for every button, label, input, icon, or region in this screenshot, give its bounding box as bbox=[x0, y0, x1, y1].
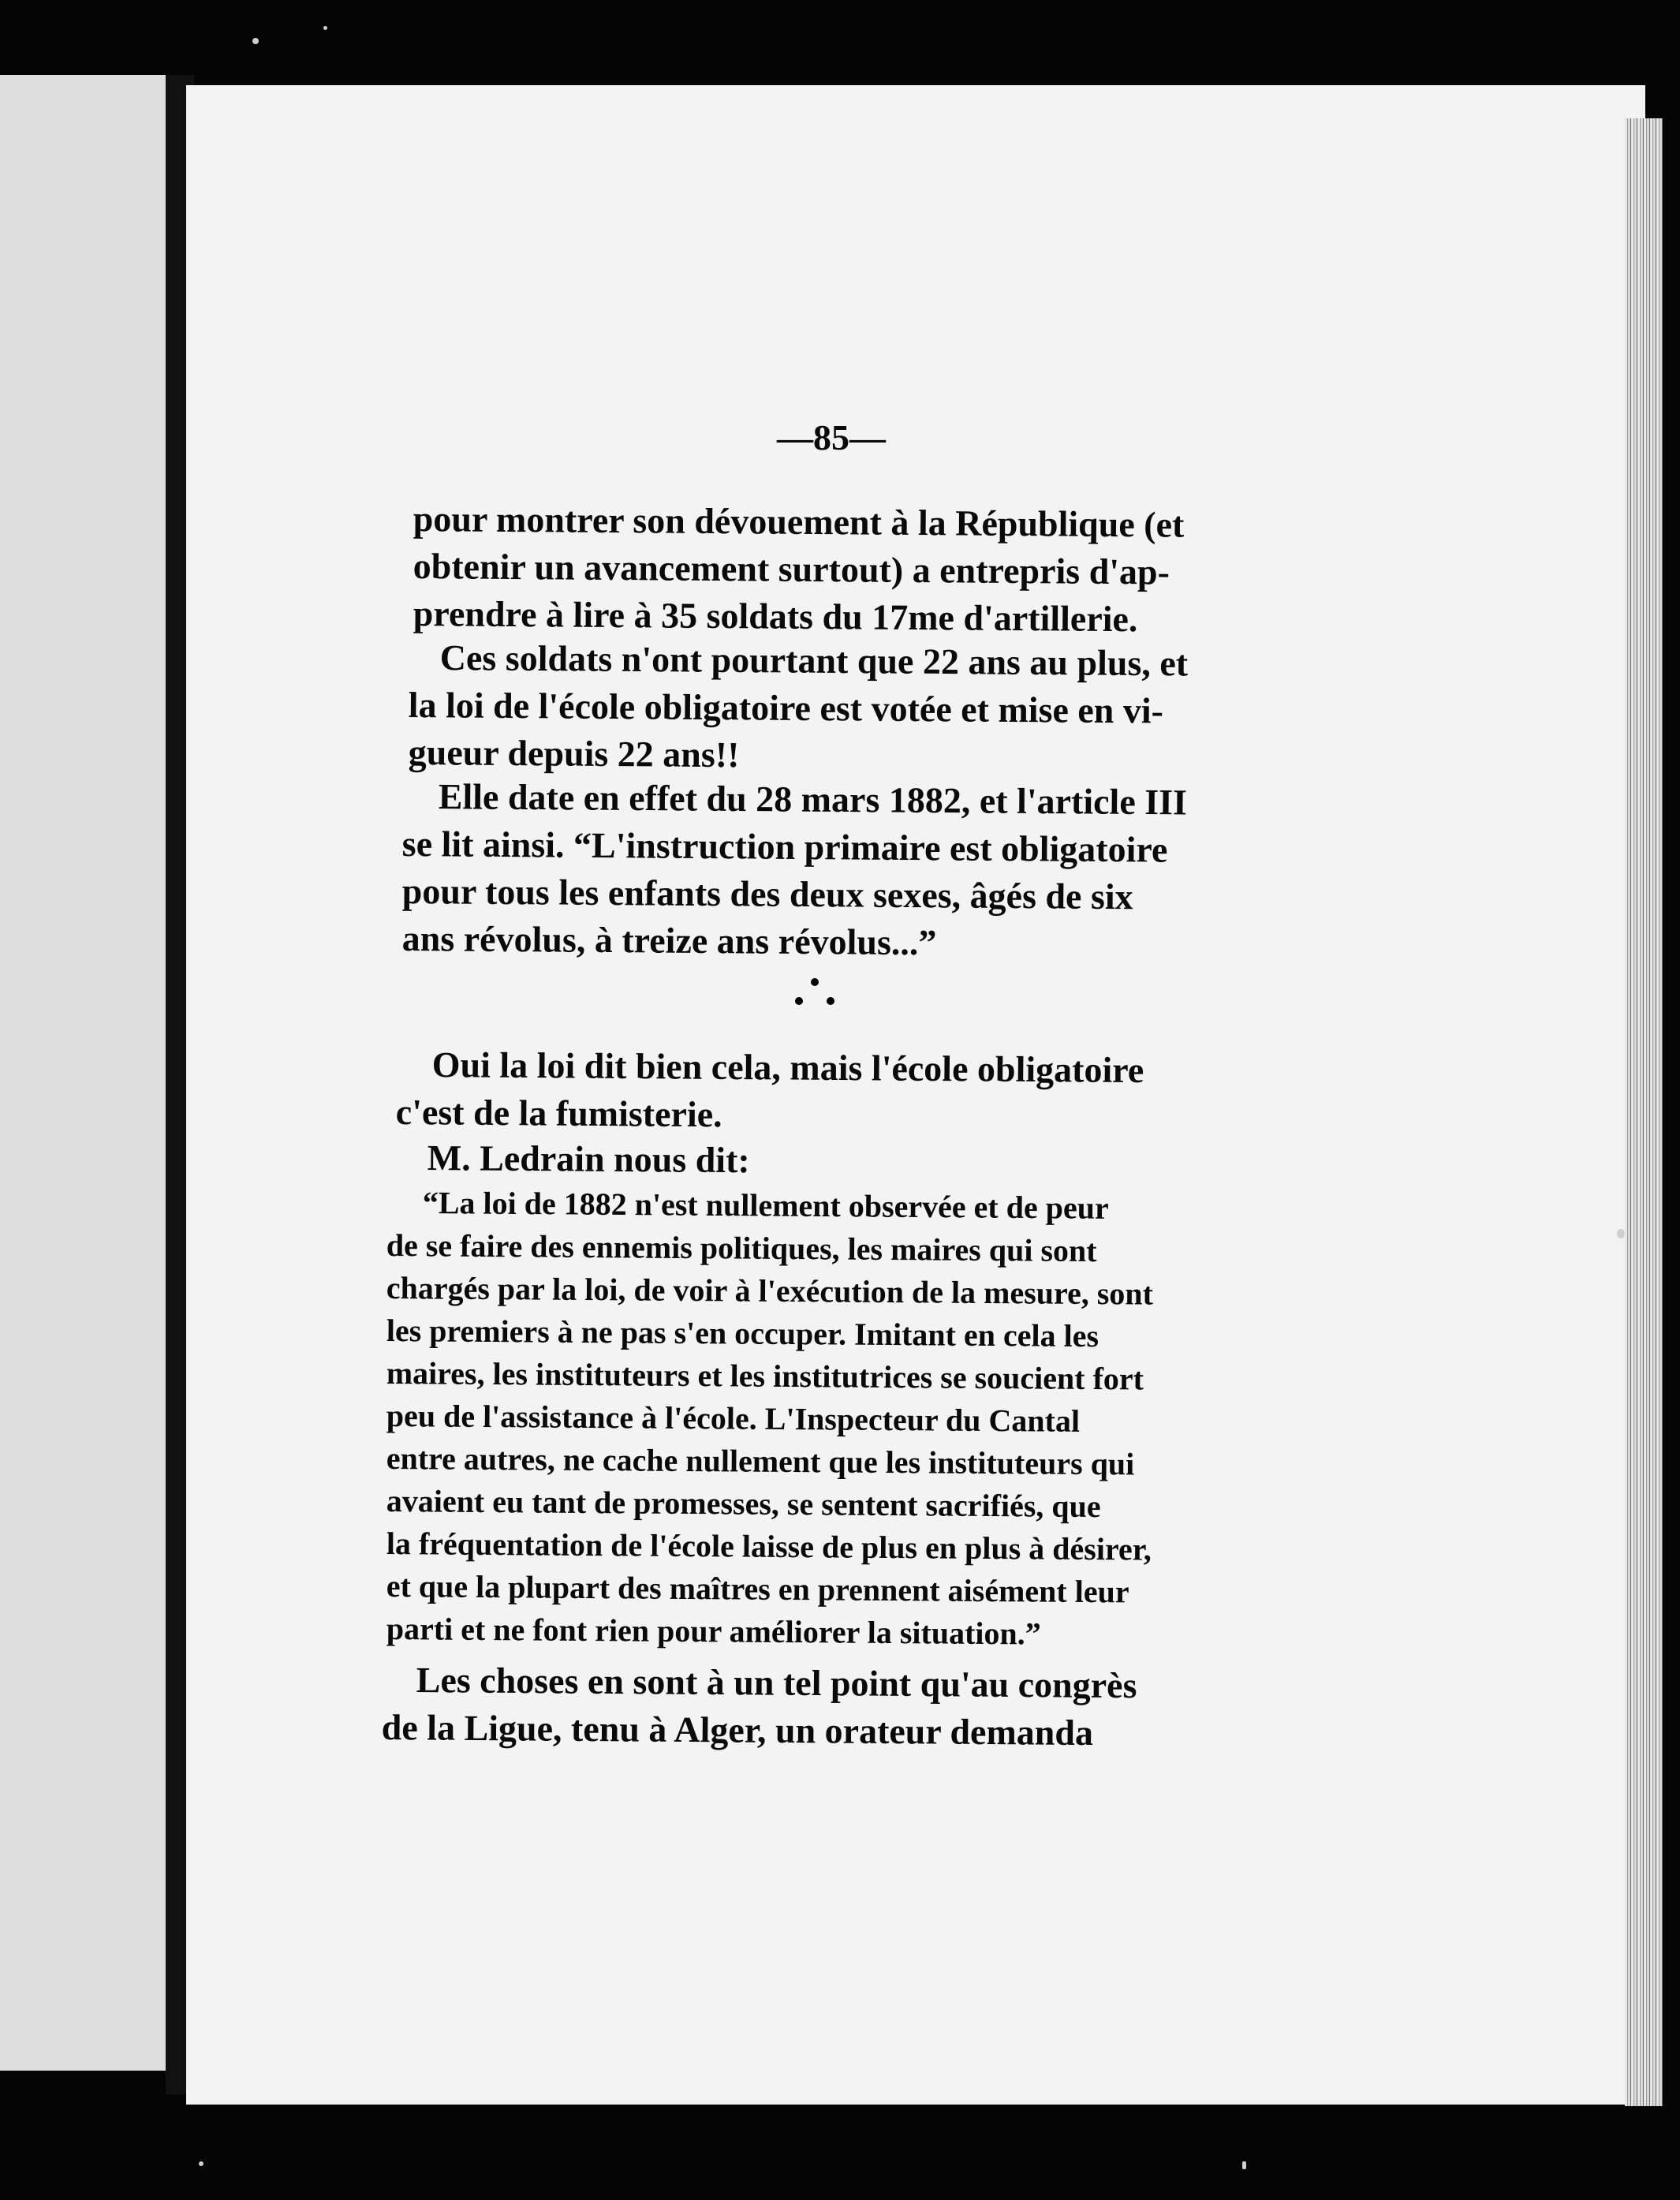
paragraph-1-line-2: obtenir un avancement surtout) a entrepris d'ap- bbox=[413, 545, 1170, 592]
quote-line-6: peu de l'assistance à l'école. L'Inspecteur du Cantal bbox=[386, 1397, 1081, 1439]
quote-line-7: entre autres, ne cache nullement que les instituteurs qui bbox=[386, 1440, 1135, 1482]
quote-line-2: de se faire des ennemis politiques, les maires qui sont bbox=[386, 1227, 1097, 1269]
quote-line-3: chargés par la loi, de voir à l'exécution de la mesure, sont bbox=[386, 1269, 1154, 1312]
paragraph-2-line-1: Ces soldats n'ont pourtant que 22 ans au plus, et bbox=[439, 637, 1189, 684]
page-number: —85— bbox=[777, 417, 886, 458]
paragraph-5-line-1: M. Ledrain nous dit: bbox=[427, 1137, 750, 1181]
quote-line-10: et que la plupart des maîtres en prennent aisément leur bbox=[386, 1567, 1129, 1610]
paragraph-4-line-2: c'est de la fumisterie. bbox=[395, 1091, 722, 1135]
paragraph-6-line-2: de la Ligue, tenu à Alger, un orateur demanda bbox=[381, 1707, 1094, 1754]
quote-line-4: les premiers à ne pas s'en occuper. Imitant en cela les bbox=[386, 1312, 1099, 1354]
quote-line-5: maires, les instituteurs et les institutrices se soucient fort bbox=[386, 1354, 1144, 1397]
paragraph-3-line-4: ans révolus, à treize ans révolus...” bbox=[401, 917, 937, 963]
quote-line-11: parti et ne font rien pour améliorer la situation.” bbox=[386, 1610, 1041, 1652]
quote-line-9: la fréquentation de l'école laisse de plus en plus à désirer, bbox=[386, 1525, 1152, 1567]
paragraph-3-line-2: se lit ainsi. “L'instruction primaire est obligatoire bbox=[401, 823, 1168, 870]
paragraph-3-line-3: pour tous les enfants des deux sexes, âgés de six bbox=[401, 870, 1133, 917]
quote-line-1: “La loi de 1882 n'est nullement observée et de peur bbox=[422, 1184, 1109, 1226]
quote-line-8: avaient eu tant de promesses, se sentent sacrifiés, que bbox=[386, 1482, 1101, 1525]
paragraph-1-line-1: pour montrer son dévouement à la République (et bbox=[413, 498, 1185, 545]
paragraph-6-line-1: Les choses en sont à un tel point qu'au congrès bbox=[416, 1660, 1137, 1706]
paragraph-2-line-2: la loi de l'école obligatoire est votée et mise en vi- bbox=[408, 684, 1164, 731]
paragraph-2-line-3: gueur depuis 22 ans!! bbox=[408, 731, 740, 775]
asterism-ornament bbox=[791, 978, 838, 1018]
paragraph-3-line-1: Elle date en effet du 28 mars 1882, et l'article III bbox=[438, 775, 1188, 823]
paragraph-4-line-1: Oui la loi dit bien cela, mais l'école obligatoire bbox=[431, 1044, 1144, 1091]
paragraph-1-line-3: prendre à lire à 35 soldats du 17me d'artillerie. bbox=[413, 592, 1138, 640]
